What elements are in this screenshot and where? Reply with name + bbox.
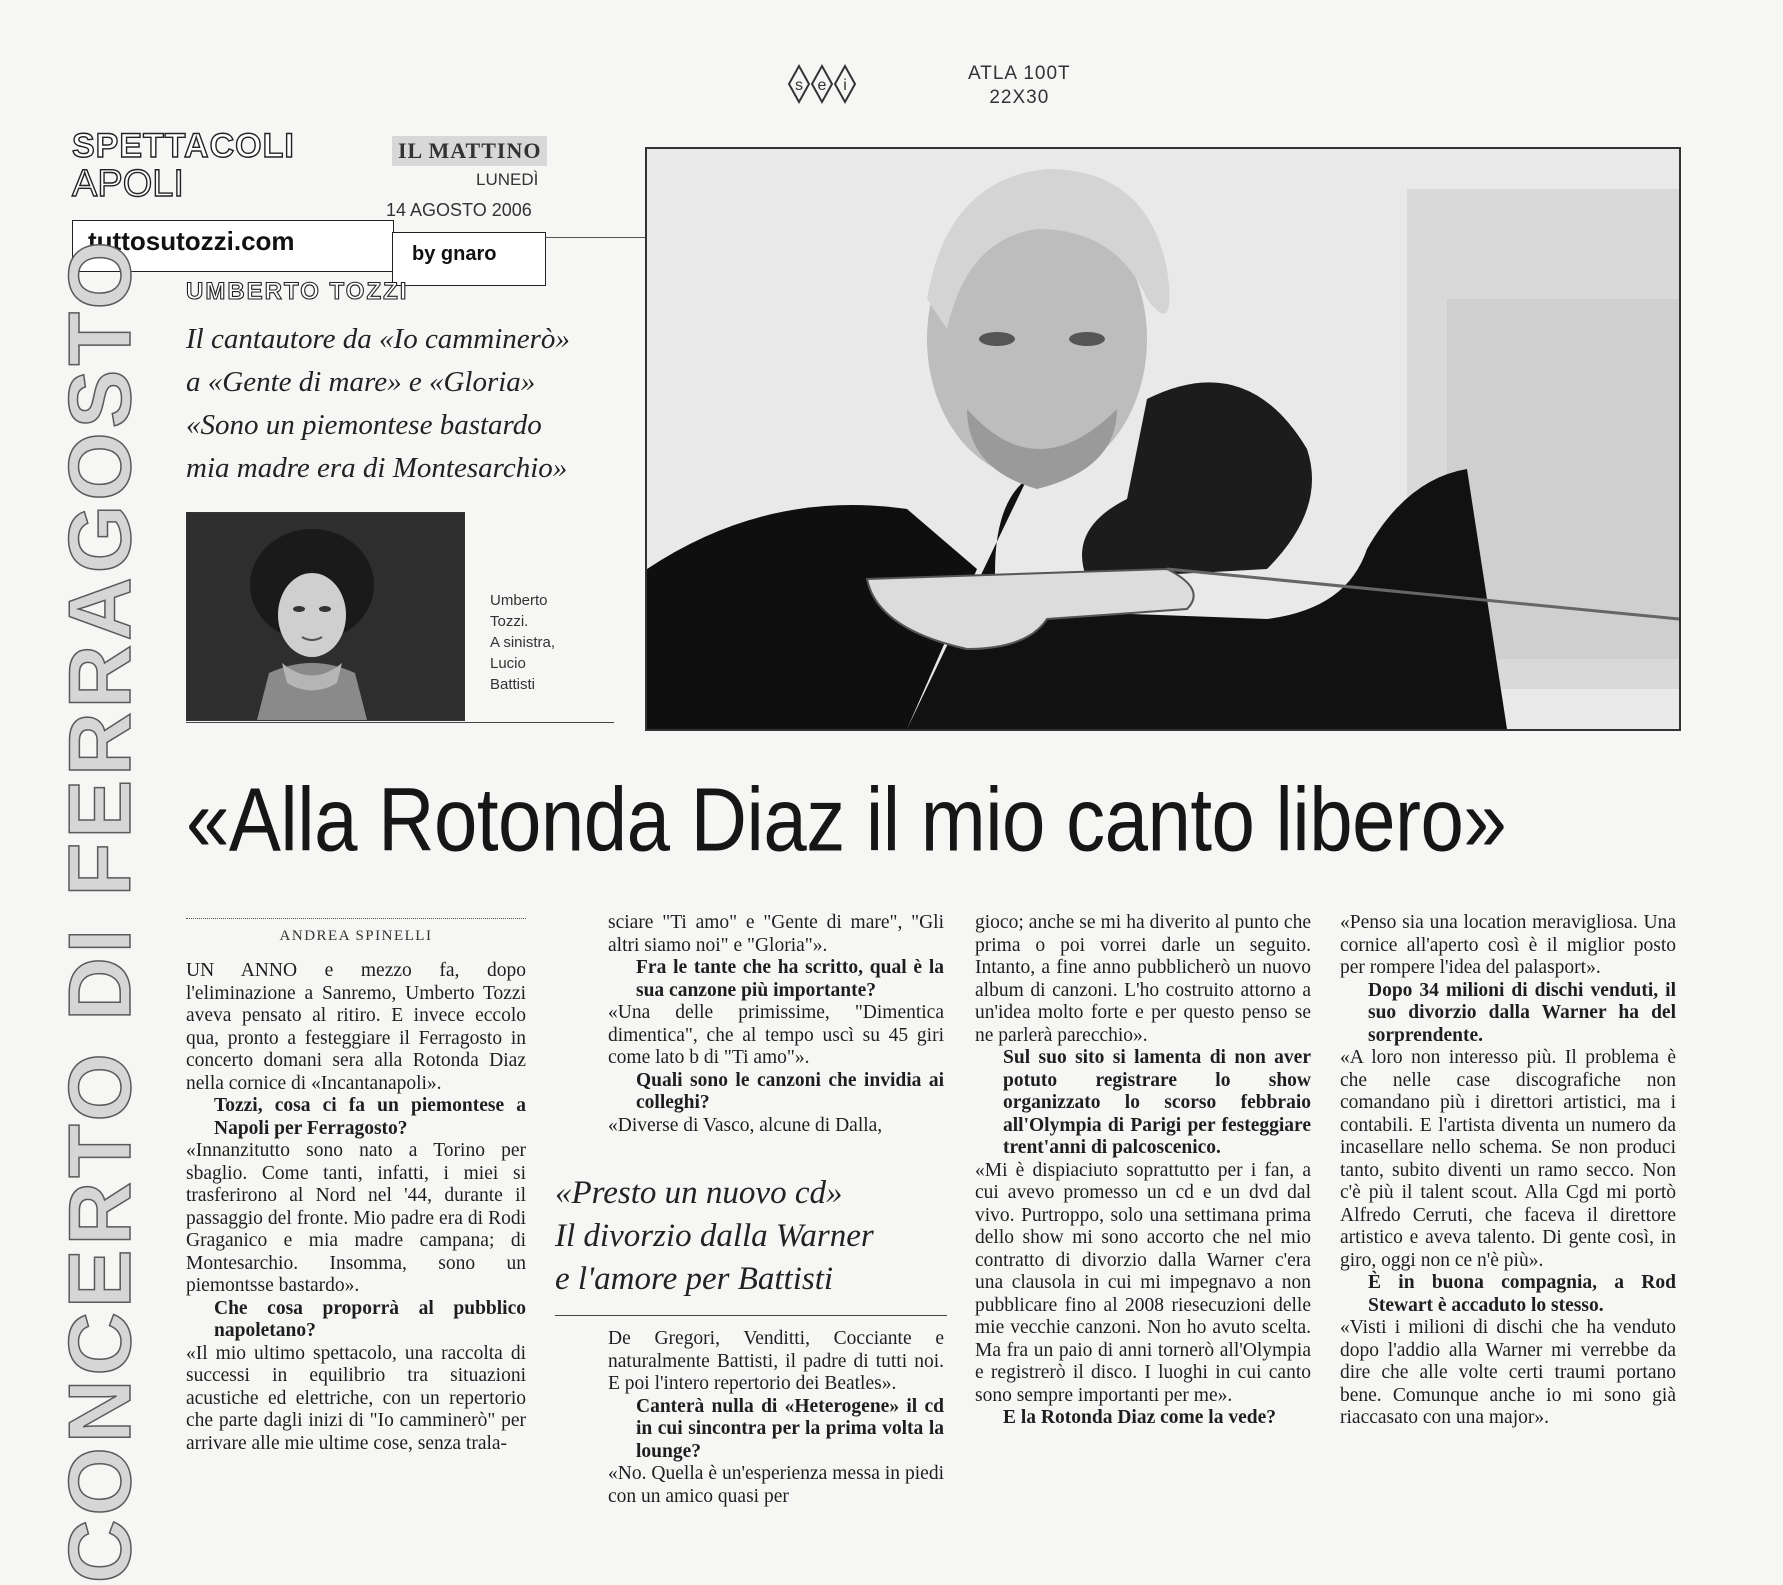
paragraph: «A loro non interesso più. Il problema è che nelle case discografiche non comandano più i direttori artistici, ma i contabili. E l'artista diventa un numero da incasellare nello schema. Se non produci tanto, subito diventi un ramo secco. Non c'è più il talent scout. Alla Cgd mi portò Alfredo Cerruti, che faceva il direttore artistico e aveva talento. Di gente così, in giro, oggi non ce n'è più». [1340, 1047, 1676, 1271]
pull-quote-line: «Presto un nuovo cd» [555, 1175, 843, 1211]
print-stamp [968, 62, 1071, 110]
subhead-line: «Sono un piemontese bastardo [186, 409, 542, 441]
pull-quote-rule [555, 1315, 947, 1316]
article-kicker: UMBERTO TOZZI [186, 278, 409, 305]
svg-text:i: i [843, 77, 847, 94]
issue-date: 14 AGOSTO 2006 [386, 200, 532, 220]
caption-line: Tozzi. [490, 613, 529, 630]
paragraph: «No. Quella è un'esperienza messa in piedi con un amico quasi per [608, 1463, 944, 1507]
caption-line: Lucio [490, 655, 526, 672]
paragraph: «Una delle primissime, "Dimentica dimentica", che al tempo uscì su 45 giri come lato b di "Ti amo"». [608, 1002, 944, 1068]
side-title [49, 236, 149, 1584]
interview-question: Che cosa proporrà al pubblico napoletano? [214, 1297, 526, 1341]
pull-quote [555, 1172, 975, 1301]
article-column-1 [186, 960, 526, 1455]
interview-question: Fra le tante che ha scritto, qual è la sua canzone più importante? [636, 957, 944, 1001]
paragraph: «Il mio ultimo spettacolo, una raccolta di successi in equilibrio tra situazioni acustiche ed elettriche, con un repertorio che parte dagli inizi di "Io camminerò" per arrivare alle mie ultime cose, senza trala- [186, 1342, 526, 1454]
watermark-site: tuttosutozzi.com [88, 226, 295, 256]
subhead-line: Il cantautore da «Io camminerò» [186, 323, 570, 355]
lead-in: UN ANNO [186, 960, 298, 981]
article-column-2-top [608, 912, 944, 1137]
interview-question: Quali sono le canzoni che invidia ai colleghi? [636, 1069, 944, 1113]
newspaper-name: IL MATTINO [392, 136, 547, 166]
stamp-line-1: ATLA 100T [968, 63, 1071, 84]
stamp-line-2: 22X30 [989, 87, 1050, 108]
paragraph: «Innanzitutto sono nato a Torino per sbaglio. Come tanti, infatti, i miei si trasferirono al Nord nel '44, durante il passaggio del fronte. Mio padre era di Rodi Graganico e mia madre campana; di Montesarchio. Insomma, sono un piemontsse bastardo». [186, 1140, 526, 1296]
interview-question: Canterà nulla di «Heterogene» il cd in cui sincontra per la prima volta la lounge? [636, 1395, 944, 1462]
paragraph: sciare "Ti amo" e "Gente di mare", "Gli altri siamo noi" e "Gloria"». [608, 912, 944, 956]
interview-question: È in buona compagnia, a Rod Stewart è accaduto lo stesso. [1368, 1272, 1676, 1316]
paragraph: «Mi è dispiaciuto soprattutto per i fan, a cui avevo promesso un cd e un dvd dal vivo. Purtroppo, solo una settimana prima dello show mi sono accorto che nel mio contratto di divorzio dalla Warner c'era una clausola in cui mi impegnavo a non pubblicare fino al 2008 riesecuzioni delle mie vecchie canzoni. Non ho avuto scelta. Ma fra un paio di anni tornerò all'Olympia e registrerò il disco. I luoghi in cui canto sono sempre importanti per me». [975, 1159, 1311, 1406]
article-column-4 [1340, 912, 1676, 1430]
paragraph: «Diverse di Vasco, alcune di Dalla, [608, 1114, 883, 1136]
section-city: APOLI [72, 163, 184, 205]
paragraph: gioco; anche se mi ha diverito al punto che prima o poi vorrei darle un seguito. Intanto, a fine anno pubblicherò un nuovo album di canzoni. L'ho costruito attorno a un'idea molto forte e per questo penso se ne parlerà parecchio». [975, 912, 1311, 1046]
tozzi-portrait-photo [645, 147, 1681, 731]
article-column-3 [975, 912, 1311, 1430]
publisher-logo [787, 62, 859, 106]
article-column-2-bottom [608, 1328, 944, 1508]
caption-line: A sinistra, [490, 634, 556, 651]
byline: ANDREA SPINELLI [279, 928, 433, 944]
article-subhead [186, 318, 626, 490]
paragraph: «Visti i milioni di dischi che ha venduto dopo l'addio alla Warner mi verrebbe da dire che alle volte certi traumi portano bene. Comunque anche io mi sono già riaccasato con una major». [1340, 1317, 1676, 1428]
pull-quote-line: e l'amore per Battisti [555, 1261, 834, 1297]
paragraph [186, 960, 526, 1095]
interview-question: Dopo 34 milioni di dischi venduti, il suo divorzio dalla Warner ha del sorprendente. [1368, 979, 1676, 1046]
article-headline: «Alla Rotonda Diaz il mio canto libero» [186, 768, 1507, 871]
issue-day: LUNEDÌ [476, 170, 539, 189]
caption-line: Battisti [490, 676, 536, 693]
photo-caption [490, 590, 555, 695]
battisti-photo [186, 512, 465, 721]
svg-text:e: e [817, 77, 827, 94]
side-title-text: CONCERTO DI FERRAGOSTO [49, 236, 149, 1584]
subhead-line: a «Gente di mare» e «Gloria» [186, 366, 536, 398]
svg-text:s: s [795, 77, 803, 94]
caption-line: Umberto [490, 592, 548, 609]
byline-rule [186, 918, 526, 919]
pull-quote-line: Il divorzio dalla Warner [555, 1218, 874, 1254]
interview-question: Sul suo sito si lamenta di non aver potuto registrare lo show organizzato lo scorso febbraio all'Olympia di Parigi per festeggiare trent'anni di palcoscenico. [1003, 1047, 1311, 1158]
subhead-line: mia madre era di Montesarchio» [186, 452, 568, 484]
caption-rule [186, 722, 614, 723]
interview-question: Tozzi, cosa ci fa un piemontese a Napoli per Ferragosto? [214, 1095, 526, 1139]
paragraph-text: e mezzo fa, dopo l'eliminazione a Sanremo, Umberto Tozzi aveva pensato al ritiro. E invece eccolo qua, pronto a festeggiare il Ferragosto in concerto domani sera alla Rotonda Diaz nella cornice di «Incantanapoli». [186, 960, 527, 1094]
watermark-author: by gnaro [412, 243, 497, 265]
paragraph: De Gregori, Venditti, Cocciante e naturalmente Battisti, il padre di tutti noi. E poi l'intero repertorio dei Beatles». [608, 1328, 944, 1394]
section-title: SPETTACOLI [72, 127, 295, 165]
paragraph: «Penso sia una location meravigliosa. Una cornice all'aperto così è il miglior posto per rompere l'idea del palasport». [1340, 912, 1676, 978]
interview-question: E la Rotonda Diaz come la vede? [1003, 1407, 1276, 1428]
